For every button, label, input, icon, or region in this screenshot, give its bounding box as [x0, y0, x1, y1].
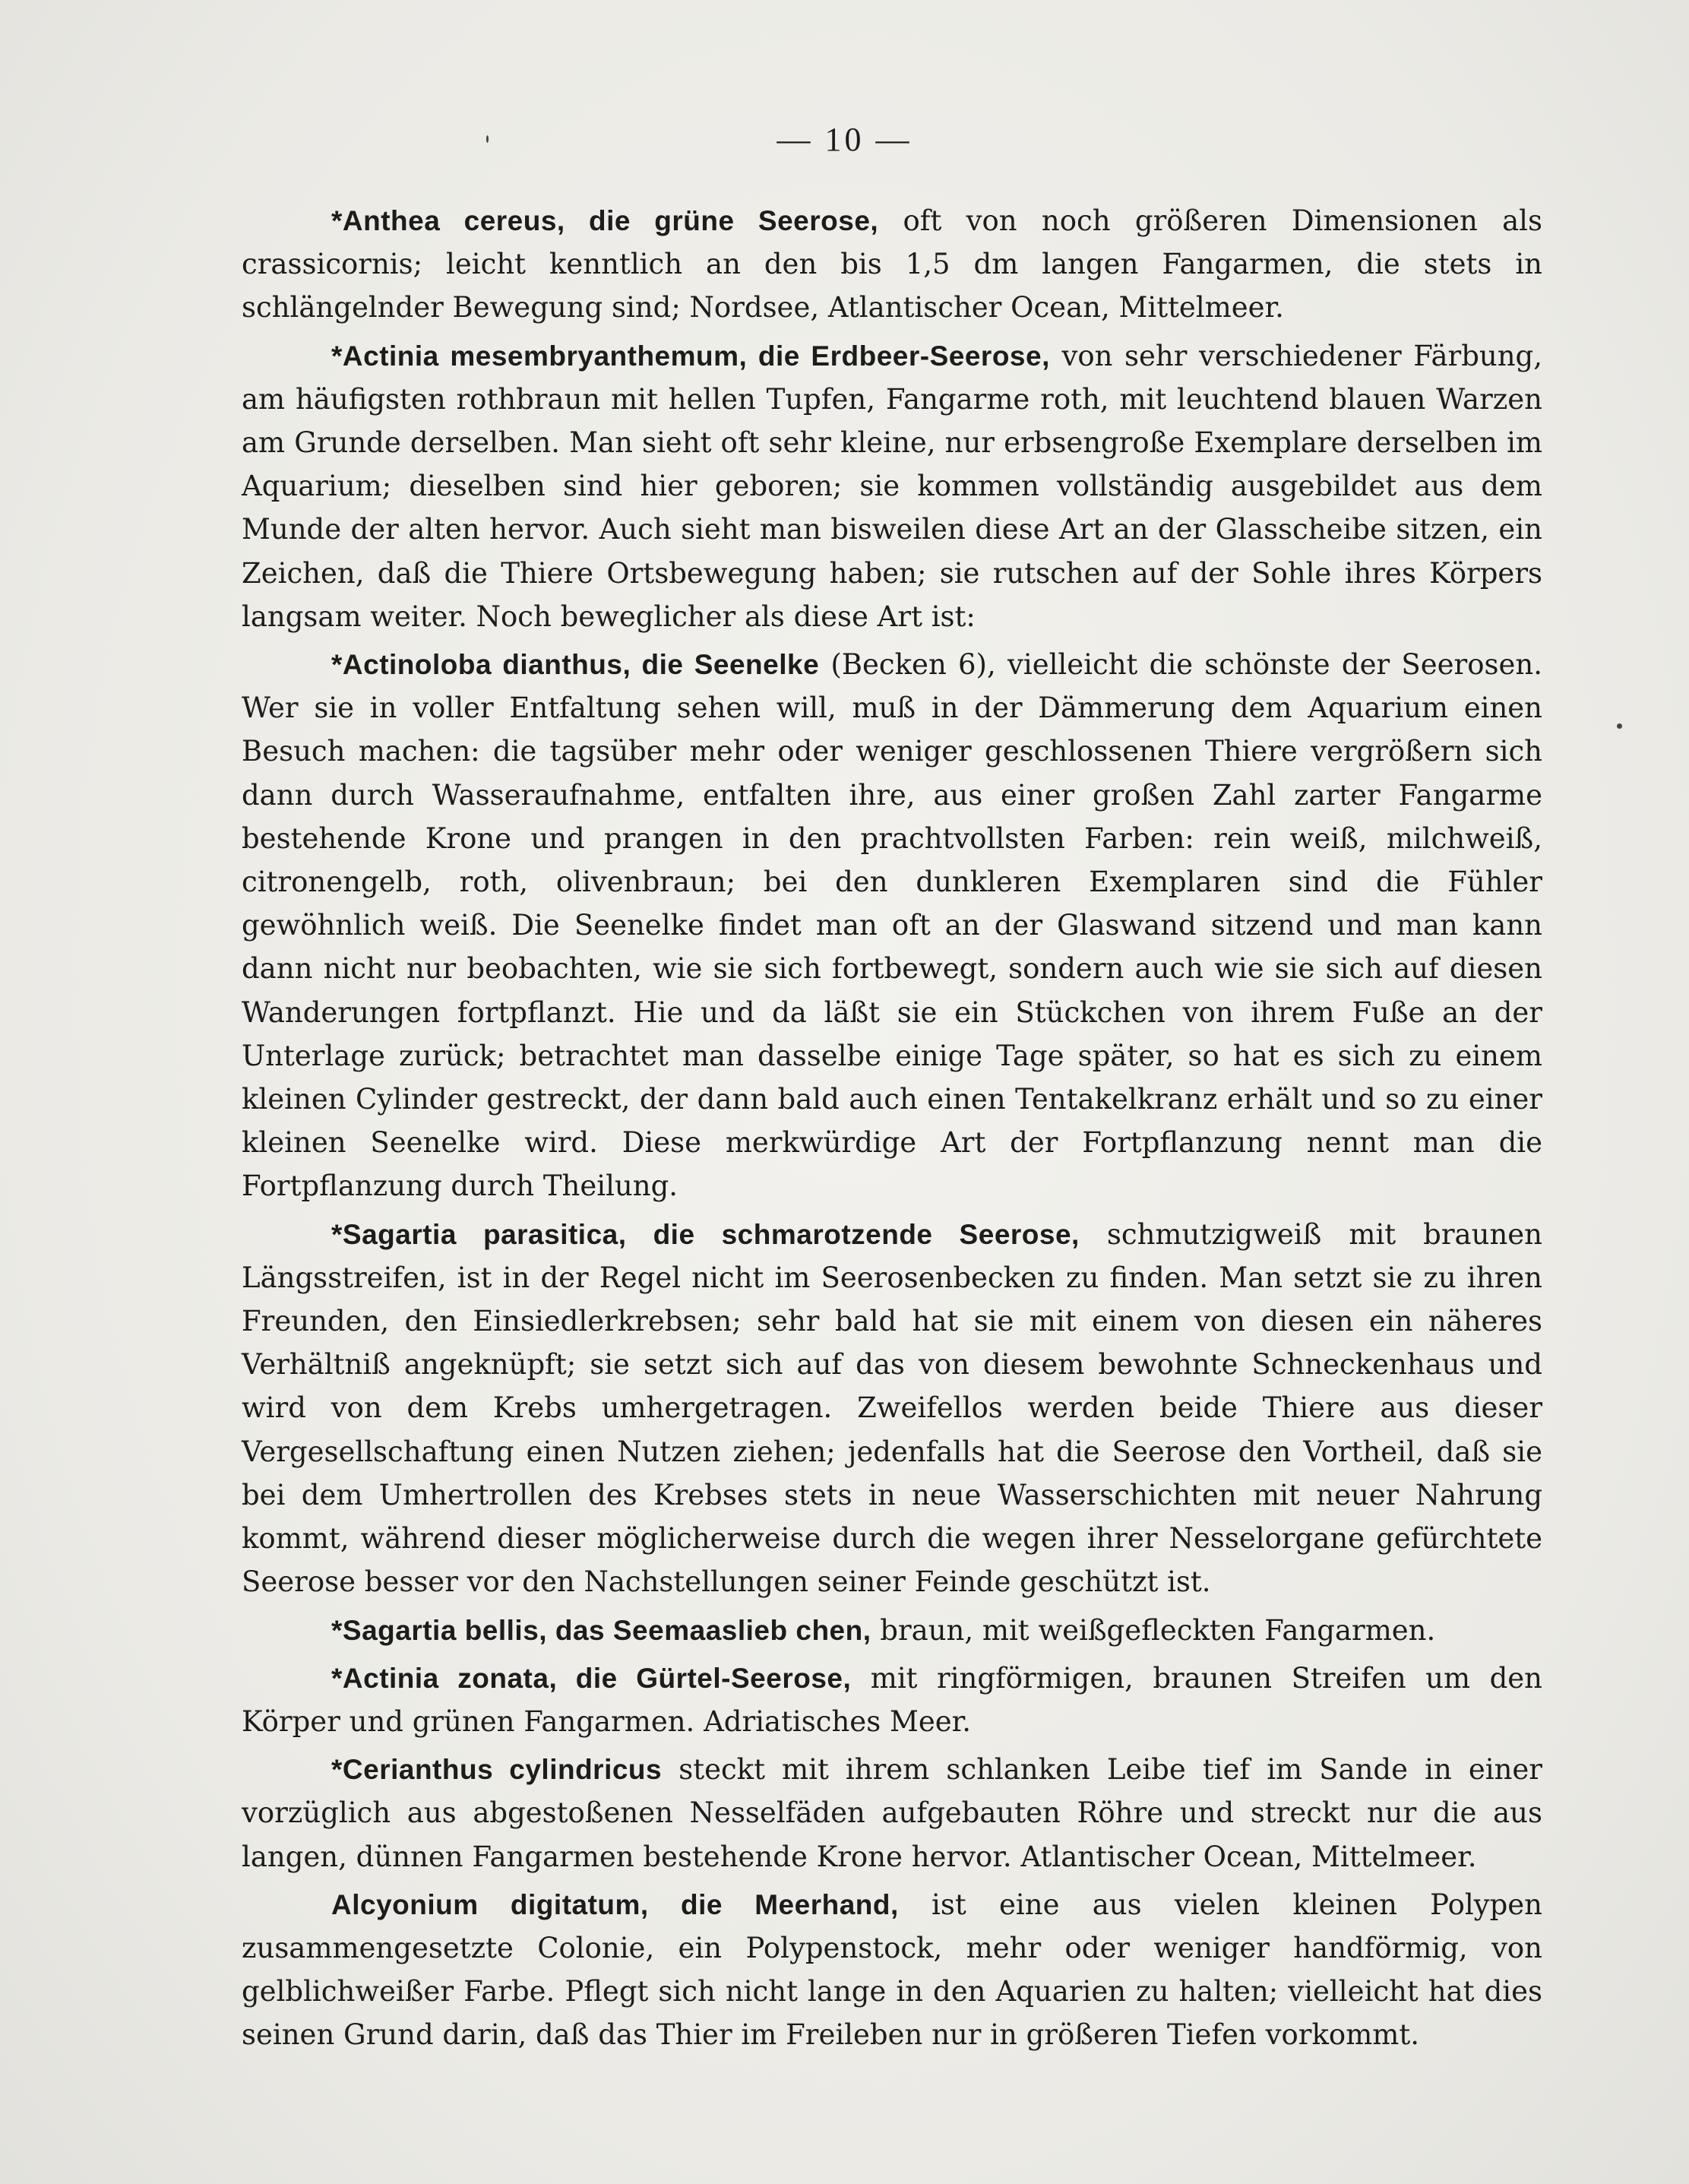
paragraph-alcyonium-digitatum — [242, 1883, 1542, 2057]
ink-speck — [1617, 723, 1622, 729]
species-heading: *Sagartia bellis, das Seemaaslieb chen, — [331, 1614, 871, 1646]
paragraph-actinia-mesembryanthemum — [242, 334, 1542, 638]
species-heading: *Actinia mesembryanthemum, die Erdbeer-Seerose, — [331, 340, 1050, 372]
paragraph-actinia-zonata — [242, 1657, 1542, 1743]
paragraph-actinoloba-dianthus — [242, 643, 1542, 1208]
paragraph-text: braun, mit weißgefleckten Fangarmen. — [871, 1613, 1436, 1647]
paragraph-sagartia-parasitica — [242, 1213, 1542, 1604]
paragraph-text: mit ringförmigen, braunen Streifen um den Körper und grünen Fangarmen. Adriatisches Meer. — [242, 1661, 1542, 1738]
species-heading: *Cerianthus cylindricus — [331, 1754, 663, 1786]
species-heading: *Actinia zonata, die Gürtel-Seerose, — [331, 1662, 852, 1694]
paragraph-sagartia-bellis — [242, 1609, 1542, 1652]
paragraph-text: oft von noch größeren Dimensionen als crassicornis; leicht kenntlich an den bis 1,5 dm langen Fangarmen, die stets in schlängelnder Bewegung sind; Nordsee, Atlantischer Ocean, Mittelmeer. — [242, 204, 1542, 324]
paragraph-anthea-cereus — [242, 199, 1542, 330]
ink-speck — [486, 135, 489, 143]
paragraph-text: schmutzigweiß mit braunen Längsstreifen, ist in der Regel nicht im Seerosenbecken zu finden. Man setzt sie zu ihren Freunden, den Einsiedlerkrebsen; sehr bald hat sie mit einem von diesen ein näheres Verhältniß angeknüpft; sie setzt sich auf das von diesem bewohnte Schneckenhaus und wird von dem Krebs umhergetragen. Zweifellos werden beide Thiere aus dieser Vergesellschaftung einen Nutzen ziehen; jedenfalls hat die Seerose den Vortheil, daß sie bei dem Umhertrollen des Krebses stets in neue Wasserschichten mit neuer Nahrung kommt, während dieser möglicherweise durch die wegen ihrer Nesselorgane gefürchtete Seerose besser vor den Nachstellungen seiner Feinde geschützt ist. — [242, 1217, 1542, 1599]
paragraph-text: steckt mit ihrem schlanken Leibe tief im Sande in einer vorzüglich aus abgestoßenen Nesselfäden aufgebauten Röhre und streckt nur die aus langen, dünnen Fangarmen bestehende Krone hervor. Atlantischer Ocean, Mittelmeer. — [242, 1753, 1542, 1873]
paragraph-cerianthus-cylindricus — [242, 1748, 1542, 1879]
body-text — [242, 199, 1542, 2062]
paragraph-text: ist eine aus vielen kleinen Polypen zusammengesetzte Colonie, ein Polypenstock, mehr oder weniger handförmig, von gelblichweißer Farbe. Pflegt sich nicht lange in den Aquarien zu halten; vielleicht hat dies seinen Grund darin, daß das Thier im Freileben nur in größeren Tiefen vorkommt. — [242, 1888, 1542, 2052]
species-heading: *Sagartia parasitica, die schmarotzende Seerose, — [331, 1218, 1080, 1250]
page-number: — 10 — — [776, 121, 913, 158]
species-heading: *Actinoloba dianthus, die Seenelke — [331, 649, 820, 681]
paragraph-text: von sehr verschiedener Färbung, am häufigsten rothbraun mit hellen Tupfen, Fangarme roth, mit leuchtend blauen Warzen am Grunde derselben. Man sieht oft sehr kleine, nur erbsengroße Exemplare derselben im Aquarium; dieselben sind hier geboren; sie kommen vollständig ausgebildet aus dem Munde der alten hervor. Auch sieht man bisweilen diese Art an der Glasscheibe sitzen, ein Zeichen, daß die Thiere Ortsbewegung haben; sie rutschen auf der Sohle ihres Körpers langsam weiter. Noch beweglicher als diese Art ist: — [242, 339, 1543, 633]
species-heading: *Anthea cereus, die grüne Seerose, — [331, 205, 879, 236]
paragraph-text: (Becken 6), vielleicht die schönste der Seerosen. Wer sie in voller Entfaltung sehen will, muß in der Dämmerung dem Aquarium einen Besuch machen: die tagsüber mehr oder weniger geschlossenen Thiere vergrößern sich dann durch Wasseraufnahme, entfalten ihre, aus einer großen Zahl zarter Fangarme bestehende Krone und prangen in den prachtvollsten Farben: rein weiß, milchweiß, citronengelb, roth, olivenbraun; bei den dunkleren Exemplaren sind die Fühler gewöhnlich weiß. Die Seenelke findet man oft an der Glaswand sitzend und man kann dann nicht nur beobachten, wie sie sich fortbewegt, sondern auch wie sie sich auf diesen Wanderungen fortpflanzt. Hie und da läßt sie ein Stückchen von ihrem Fuße an der Unterlage zurück; betrachtet man dasselbe einige Tage später, so hat es sich zu einem kleinen Cylinder gestreckt, der dann bald auch einen Tentakelkranz erhält und so zu einer kleinen Seenelke wird. Diese merkwürdige Art der Fortpflanzung nennt man die Fortpflanzung durch Theilung. — [242, 648, 1542, 1203]
species-heading: Alcyonium digitatum, die Meerhand, — [331, 1888, 899, 1920]
